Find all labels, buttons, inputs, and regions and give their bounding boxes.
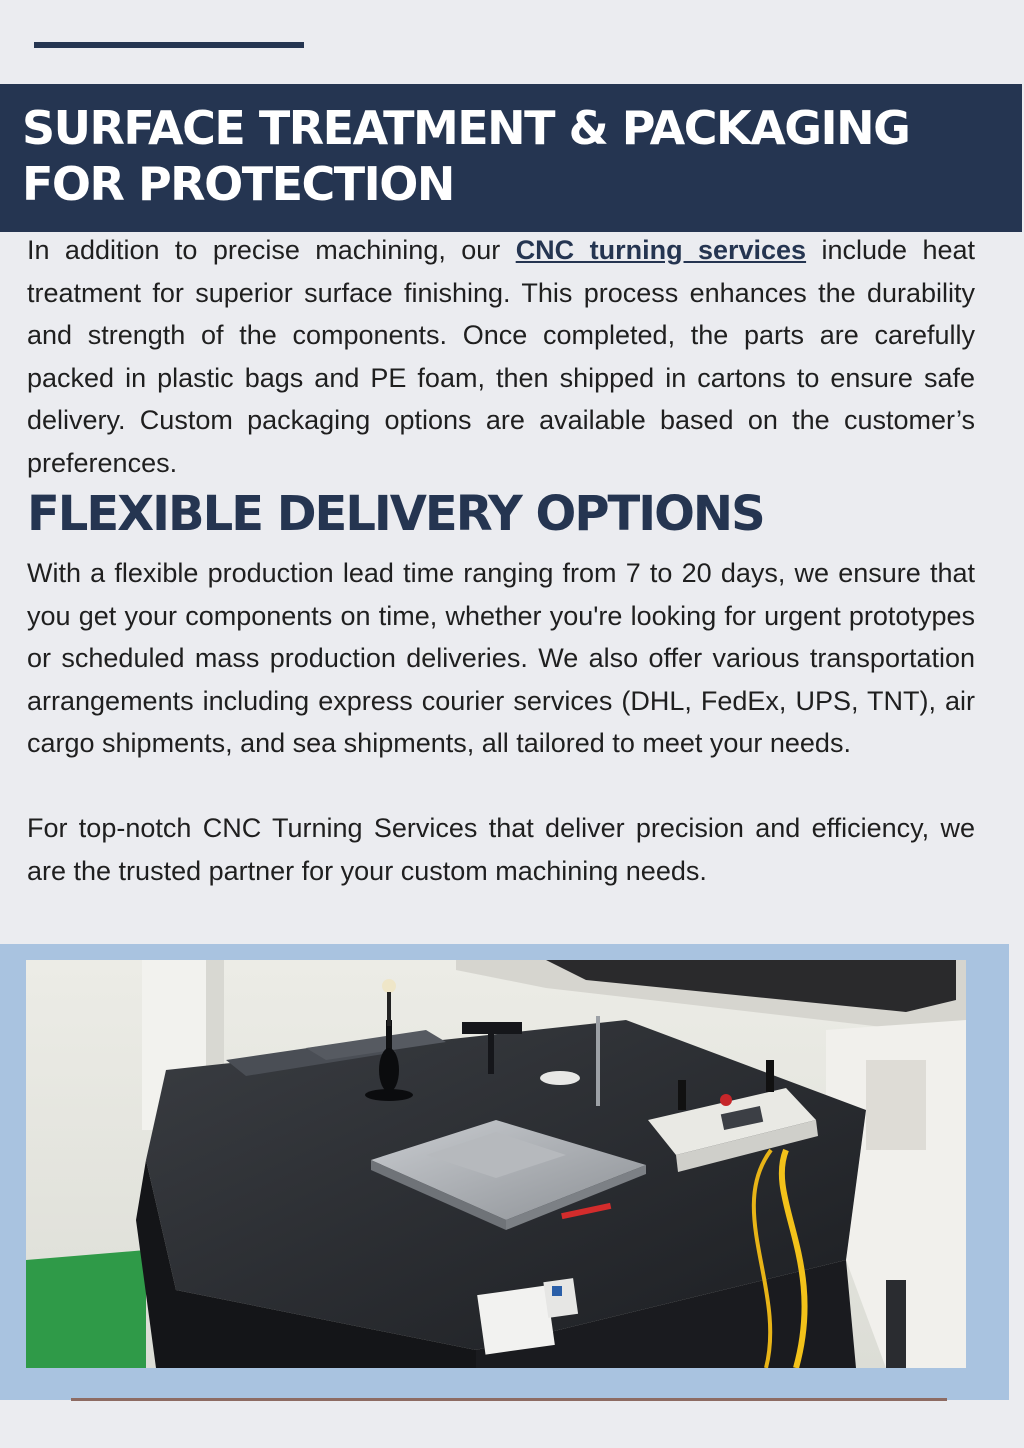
delivery-heading: FLEXIBLE DELIVERY OPTIONS [27,486,764,542]
section-title [22,100,909,212]
section-banner [0,84,1022,232]
cmm-machine-illustration [26,960,966,1368]
closing-paragraph: For top-notch CNC Turning Services that deliver precision and efficiency, we are the trusted partner for your custom machining needs. [27,813,975,886]
top-accent-rule [34,42,304,48]
intro-text-after-link: include heat treatment for superior surface finishing. This process enhances the durability and strength of the components. Once completed, the parts are carefully packed in plastic bags and PE foam, then shipped in cartons to ensure safe delivery. Custom packaging options are available based on the customer’s preferences. [27,235,975,478]
section-title-line-2: FOR PROTECTION [22,157,454,211]
photo-frame [0,944,1009,1400]
delivery-paragraph: With a flexible production lead time ranging from 7 to 20 days, we ensure that you get your components on time, whether you're looking for urgent prototypes or scheduled mass production deliveries. We also offer various transportation arrangements including express courier services (DHL, FedEx, UPS, TNT), air cargo shipments, and sea shipments, all tailored to meet your needs. [27,558,975,759]
section-title-line-1: SURFACE TREATMENT & PACKAGING [22,101,910,155]
cmm-machine-photo [26,960,966,1368]
intro-text-before-link: In addition to precise machining, our [27,235,516,265]
cnc-turning-services-link[interactable]: CNC turning services [515,235,807,265]
bottom-accent-rule [71,1398,947,1401]
intro-paragraph [27,229,975,485]
